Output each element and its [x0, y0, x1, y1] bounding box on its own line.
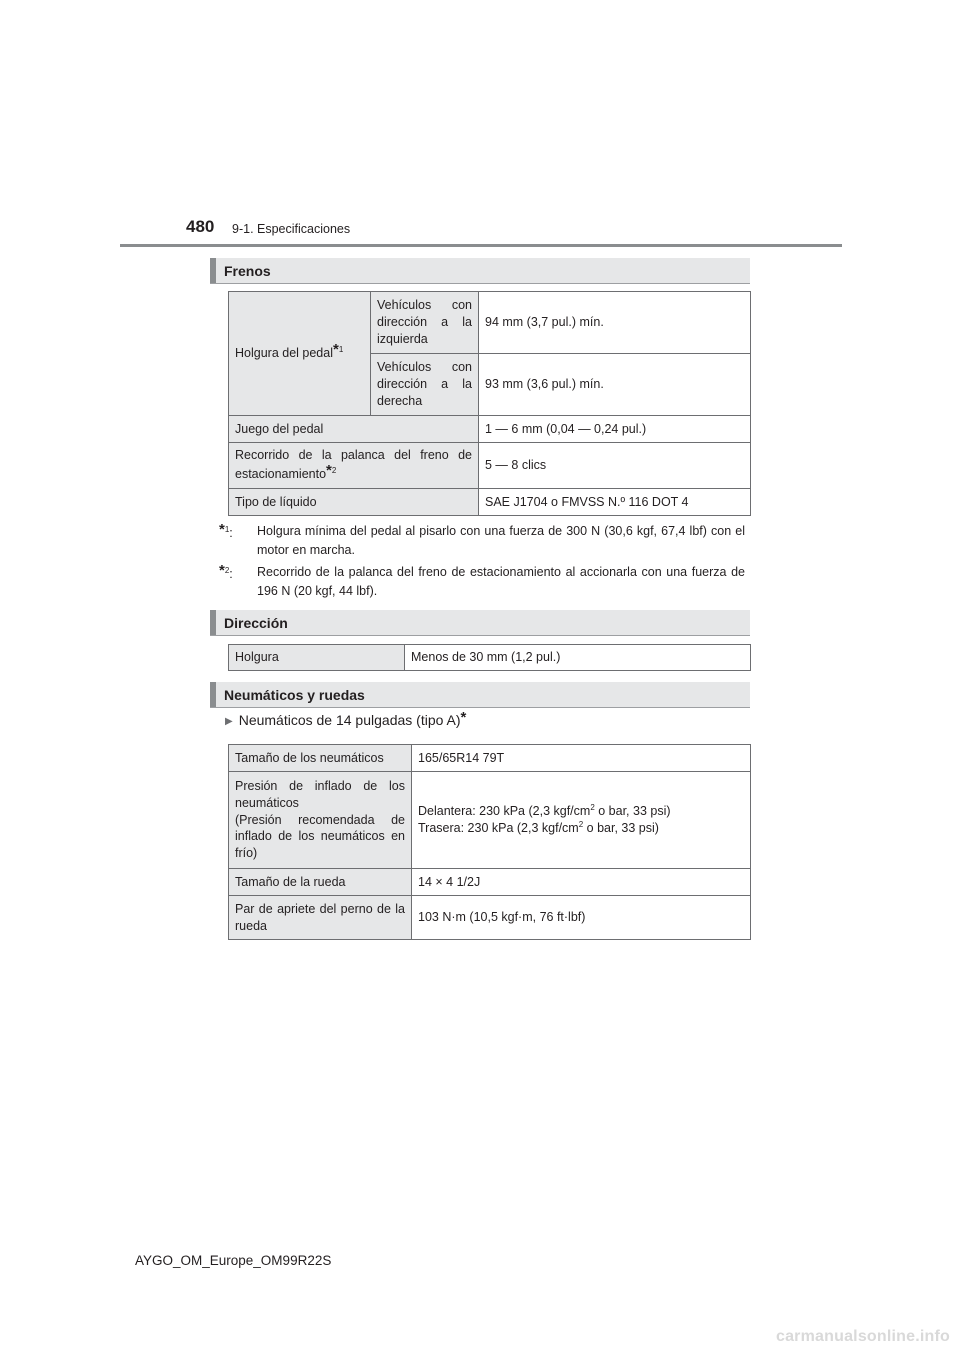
juego-label: Juego del pedal [229, 416, 479, 443]
footnote-1 [219, 522, 745, 560]
recorrido-label-cell [229, 443, 479, 489]
section-title: 9-1. Especificaciones [232, 222, 351, 236]
section-heading-direccion [210, 610, 750, 636]
table-row [229, 443, 751, 489]
direccion-table [228, 644, 751, 671]
header-rule [120, 244, 842, 247]
izquierda-label: Vehículos con dirección a la izquierda [371, 292, 479, 354]
section-heading-frenos [210, 258, 750, 284]
heading-label: Dirección [224, 615, 288, 631]
table-row [229, 745, 751, 772]
recorrido-label: Recorrido de la palanca del freno de estacionamiento [235, 448, 472, 481]
par-apriete-label: Par de apriete del perno de la rueda [229, 896, 412, 940]
footnote-marker: *$^1$: [219, 521, 233, 540]
table-row [229, 489, 751, 516]
footnote-star: * [326, 461, 332, 479]
table-row [229, 292, 751, 354]
presion-trasera: Trasera: 230 kPa (2,3 kgf/$cm^2$ o bar, 33 psi) [418, 819, 659, 835]
tire-subheading [225, 709, 467, 729]
presion-note: (Presión recomendada de inflado de los neumáticos en frío) [235, 812, 405, 861]
table-row [229, 772, 751, 869]
footnote-star: * [333, 341, 339, 359]
holgura-pedal-label-cell [229, 292, 371, 416]
derecha-label: Vehículos con dirección a la derecha [371, 354, 479, 416]
footnote-text: Recorrido de la palanca del freno de estacionamiento al accionarla con una fuerza de 196 N (20 kgf, 44 lbf). [257, 565, 745, 598]
table-row [229, 896, 751, 940]
tamano-neumaticos-label: Tamaño de los neumáticos [229, 745, 412, 772]
page-number: 480 [186, 217, 215, 236]
heading-label: Neumáticos y ruedas [224, 687, 365, 703]
juego-value: 1 — 6 mm (0,04 — 0,24 pul.) [479, 416, 751, 443]
tire-subheading-text: Neumáticos de 14 pulgadas (tipo A) [238, 712, 461, 728]
derecha-value: 93 mm (3,6 pul.) mín. [479, 354, 751, 416]
liquido-label: Tipo de líquido [229, 489, 479, 516]
holgura-value: Menos de 30 mm (1,2 pul.) [405, 645, 751, 671]
holgura-pedal-label: Holgura del pedal [235, 346, 333, 361]
footnote-text: Holgura mínima del pedal al pisarlo con una fuerza de 300 N (30,6 kgf, 67,4 lbf) con el motor en marcha. [257, 524, 745, 557]
footnote-ref: 2 [331, 465, 337, 475]
tamano-rueda-value: 14 × 4 1/2J [412, 869, 751, 896]
presion-delantera: Delantera: 230 kPa (2,3 kgf/$cm^2$ o bar, 33 psi) [418, 802, 671, 819]
triangle-bullet-icon: ▶ [225, 716, 233, 727]
presion-label-cell [229, 772, 412, 869]
footnote-star: * [460, 709, 467, 726]
tamano-neumaticos-value: 165/65R14 79T [412, 745, 751, 772]
table-row [229, 416, 751, 443]
footnote-ref: 1 [338, 345, 344, 355]
heading-bar [210, 258, 216, 283]
izquierda-value: 94 mm (3,7 pul.) mín. [479, 292, 751, 354]
table-row [229, 869, 751, 896]
liquido-value: SAE J1704 o FMVSS N.º 116 DOT 4 [479, 489, 751, 516]
footnote-marker: *$^2$: [219, 562, 233, 581]
watermark: carmanualsonline.info [775, 1328, 950, 1345]
frenos-table [228, 291, 751, 516]
presion-label: Presión de inflado de los neumáticos [235, 778, 405, 810]
table-row [229, 645, 751, 671]
par-apriete-value: 103 N·m (10,5 kgf·m, 76 ft·lbf) [412, 896, 751, 940]
footnote-2 [219, 563, 745, 601]
tamano-rueda-label: Tamaño de la rueda [229, 869, 412, 896]
neumaticos-table [228, 744, 751, 940]
heading-bar [210, 610, 216, 635]
holgura-label: Holgura [229, 645, 405, 671]
heading-bar [210, 682, 216, 707]
heading-label: Frenos [224, 263, 271, 279]
section-heading-neumaticos [210, 682, 750, 708]
presion-value-cell [412, 772, 751, 869]
footer-document-code: AYGO_OM_Europe_OM99R22S [135, 1253, 332, 1268]
recorrido-value: 5 — 8 clics [479, 443, 751, 489]
